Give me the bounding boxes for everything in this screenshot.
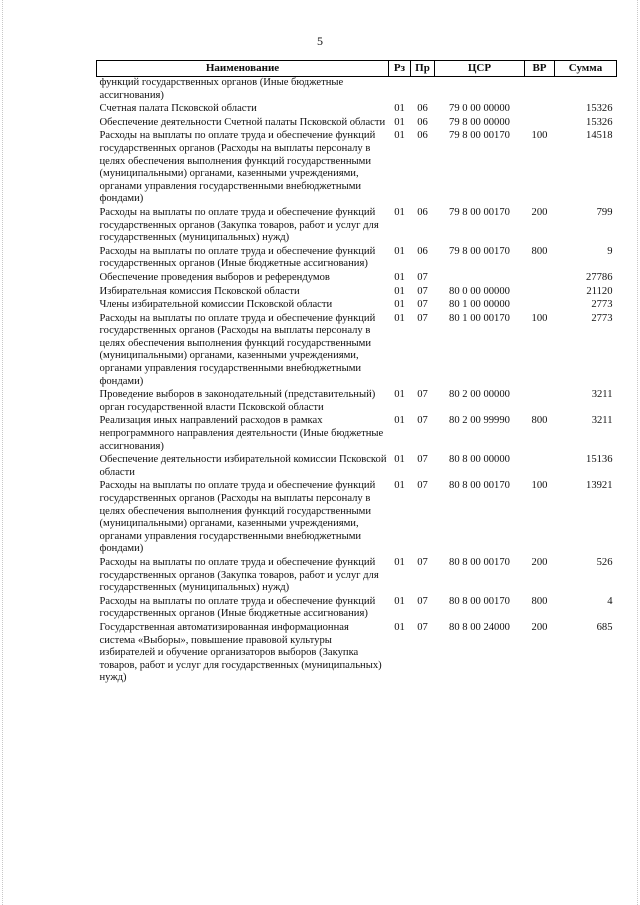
cell-sum: 526 (596, 556, 613, 568)
cell-sum: 15326 (586, 103, 613, 115)
cell-sum: 2773 (591, 299, 613, 311)
cell-name: Члены избирательной комиссии Псковской области (99, 299, 333, 311)
table-row (97, 117, 617, 131)
table-row (97, 454, 617, 480)
cell-name: Обеспечение проведения выборов и референдумов (99, 271, 330, 283)
cell-pr: 07 (417, 556, 428, 568)
cell-rz: 01 (394, 206, 405, 218)
cell-vr: 200 (531, 621, 548, 633)
cell-csr: 79 8 00 00170 (449, 130, 510, 142)
cell-name: Избирательная комиссия Псковской области (99, 285, 300, 297)
cell-rz: 01 (394, 389, 405, 401)
table-row (97, 389, 617, 415)
cell-pr: 06 (417, 103, 428, 115)
cell-csr: 80 1 00 00000 (449, 299, 510, 311)
scan-edge-left (2, 0, 3, 905)
cell-rz: 01 (394, 415, 405, 427)
cell-rz: 01 (394, 271, 405, 283)
cell-csr: 80 8 00 00000 (449, 454, 510, 466)
table-row (97, 557, 617, 596)
cell-vr (525, 77, 555, 104)
cell-sum: 15136 (586, 454, 613, 466)
cell-vr: 800 (531, 595, 548, 607)
cell-vr: 100 (531, 312, 548, 324)
table-header (97, 61, 617, 77)
column-header-name: Наименование (97, 61, 389, 77)
cell-vr: 100 (531, 130, 548, 142)
cell-csr (435, 272, 525, 286)
cell-rz: 01 (394, 556, 405, 568)
table-row (97, 622, 617, 686)
cell-vr (525, 103, 555, 117)
cell-name: Реализация иных направлений расходов в рамках непрограммного направления деятельности (Иные бюджетные ассигнования) (99, 415, 384, 452)
cell-pr: 07 (417, 415, 428, 427)
cell-sum (555, 77, 617, 104)
cell-csr: 80 2 00 00000 (449, 389, 510, 401)
cell-pr (411, 77, 435, 104)
cell-csr: 80 8 00 00170 (449, 595, 510, 607)
cell-rz: 01 (394, 299, 405, 311)
table-row (97, 480, 617, 557)
cell-vr: 200 (531, 556, 548, 568)
table-row (97, 207, 617, 246)
cell-rz: 01 (394, 245, 405, 257)
cell-name: Расходы на выплаты по оплате труда и обеспечение функций государственных органов (Расходы на выплаты персоналу в целях обеспечения выполнения функций государственными (муниципальными) органами, казенными учреждениями, органами управления государственными внебюджетными фондами) (99, 312, 376, 387)
cell-vr (525, 299, 555, 313)
table-row (97, 130, 617, 207)
cell-name: Обеспечение деятельности Счетной палаты Псковской области (99, 116, 386, 128)
cell-vr: 800 (531, 415, 548, 427)
cell-name: Расходы на выплаты по оплате труда и обеспечение функций государственных органов (Иные бюджетные ассигнования) (99, 245, 376, 270)
cell-rz: 01 (394, 130, 405, 142)
cell-sum: 2773 (591, 312, 613, 324)
table-row (97, 415, 617, 454)
cell-sum: 15326 (586, 116, 613, 128)
cell-vr: 800 (531, 245, 548, 257)
page-number: 5 (317, 34, 323, 48)
cell-rz: 01 (394, 285, 405, 297)
table-row (97, 313, 617, 390)
cell-pr: 07 (417, 299, 428, 311)
cell-sum: 799 (596, 206, 613, 218)
cell-csr: 80 8 00 00170 (449, 480, 510, 492)
cell-pr: 07 (417, 389, 428, 401)
column-header-pr: Пр (411, 61, 435, 77)
cell-csr: 80 8 00 00170 (449, 556, 510, 568)
column-header-vr: ВР (525, 61, 555, 77)
cell-rz: 01 (394, 480, 405, 492)
cell-pr: 07 (417, 621, 428, 633)
cell-sum: 14518 (586, 130, 613, 142)
cell-rz: 01 (394, 621, 405, 633)
column-header-rz: Рз (389, 61, 411, 77)
scan-edge-right (637, 0, 638, 905)
cell-pr: 06 (417, 245, 428, 257)
cell-csr: 80 0 00 00000 (449, 285, 510, 297)
cell-rz: 01 (394, 116, 405, 128)
cell-pr: 07 (417, 271, 428, 283)
cell-vr (525, 272, 555, 286)
cell-rz: 01 (394, 595, 405, 607)
table-row (97, 286, 617, 300)
budget-table (96, 60, 617, 686)
cell-name: Расходы на выплаты по оплате труда и обеспечение функций государственных органов (Иные бюджетные ассигнования) (99, 595, 376, 620)
cell-vr: 200 (531, 206, 548, 218)
cell-pr: 06 (417, 206, 428, 218)
cell-vr (525, 117, 555, 131)
table-row (97, 272, 617, 286)
table-row (97, 299, 617, 313)
column-header-csr: ЦСР (435, 61, 525, 77)
cell-name: Государственная автоматизированная информационная система «Выборы», повышение правовой культуры избирателей и обучение организаторов выборов (Закупка товаров, работ и услуг для государственных (муниципальных) нужд) (99, 621, 382, 684)
cell-pr: 06 (417, 116, 428, 128)
cell-rz: 01 (394, 454, 405, 466)
cell-csr: 79 0 00 00000 (449, 103, 510, 115)
cell-name: Расходы на выплаты по оплате труда и обеспечение функций государственных органов (Расходы на выплаты персоналу в целях обеспечения выполнения функций государственными (муниципальными) органами, казенными учреждениями, органами управления государственными внебюджетными фондами) (99, 480, 376, 555)
cell-name: Проведение выборов в законодательный (представительный) орган государственной власти Псковской области (99, 389, 376, 413)
cell-csr: 80 1 00 00170 (449, 312, 510, 324)
cell-name: Расходы на выплаты по оплате труда и обеспечение функций государственных органов (Расходы на выплаты персоналу в целях обеспечения выполнения функций государственными (муниципальными) органами, казенными учреждениями, органами управления государственными внебюджетными фондами) (99, 130, 376, 205)
cell-vr (525, 286, 555, 300)
cell-vr: 100 (531, 480, 548, 492)
cell-sum: 21120 (586, 285, 613, 297)
cell-pr: 07 (417, 480, 428, 492)
table-row (97, 246, 617, 272)
cell-name: Обеспечение деятельности избирательной комиссии Псковской области (99, 454, 387, 478)
cell-name: функций государственных органов (Иные бюджетные ассигнования) (99, 77, 344, 101)
cell-csr: 80 8 00 24000 (449, 621, 510, 633)
cell-sum: 9 (607, 245, 613, 257)
cell-sum: 4 (607, 595, 613, 607)
cell-sum: 3211 (591, 389, 613, 401)
cell-csr: 79 8 00 00000 (449, 116, 510, 128)
column-header-sum: Сумма (555, 61, 617, 77)
cell-pr: 07 (417, 454, 428, 466)
table-body (97, 77, 617, 686)
cell-vr (525, 454, 555, 480)
cell-vr (525, 389, 555, 415)
cell-sum: 27786 (586, 271, 613, 283)
cell-csr: 80 2 00 99990 (449, 415, 510, 427)
cell-rz (389, 77, 411, 104)
cell-pr: 07 (417, 312, 428, 324)
cell-name: Расходы на выплаты по оплате труда и обеспечение функций государственных органов (Закупка товаров, работ и услуг для государственных (муниципальных) нужд) (99, 556, 379, 594)
cell-csr: 79 8 00 00170 (449, 245, 510, 257)
cell-csr: 79 8 00 00170 (449, 206, 510, 218)
cell-rz: 01 (394, 312, 405, 324)
cell-rz: 01 (394, 103, 405, 115)
table-row (97, 77, 617, 104)
cell-csr (435, 77, 525, 104)
cell-sum: 685 (596, 621, 613, 633)
cell-name: Расходы на выплаты по оплате труда и обеспечение функций государственных органов (Закупка товаров, работ и услуг для государственных (муниципальных) нужд) (99, 206, 379, 244)
cell-name: Счетная палата Псковской области (99, 103, 257, 115)
cell-pr: 06 (417, 130, 428, 142)
cell-pr: 07 (417, 595, 428, 607)
cell-sum: 13921 (586, 480, 613, 492)
table-row (97, 103, 617, 117)
cell-sum: 3211 (591, 415, 613, 427)
cell-pr: 07 (417, 285, 428, 297)
table-row (97, 596, 617, 622)
